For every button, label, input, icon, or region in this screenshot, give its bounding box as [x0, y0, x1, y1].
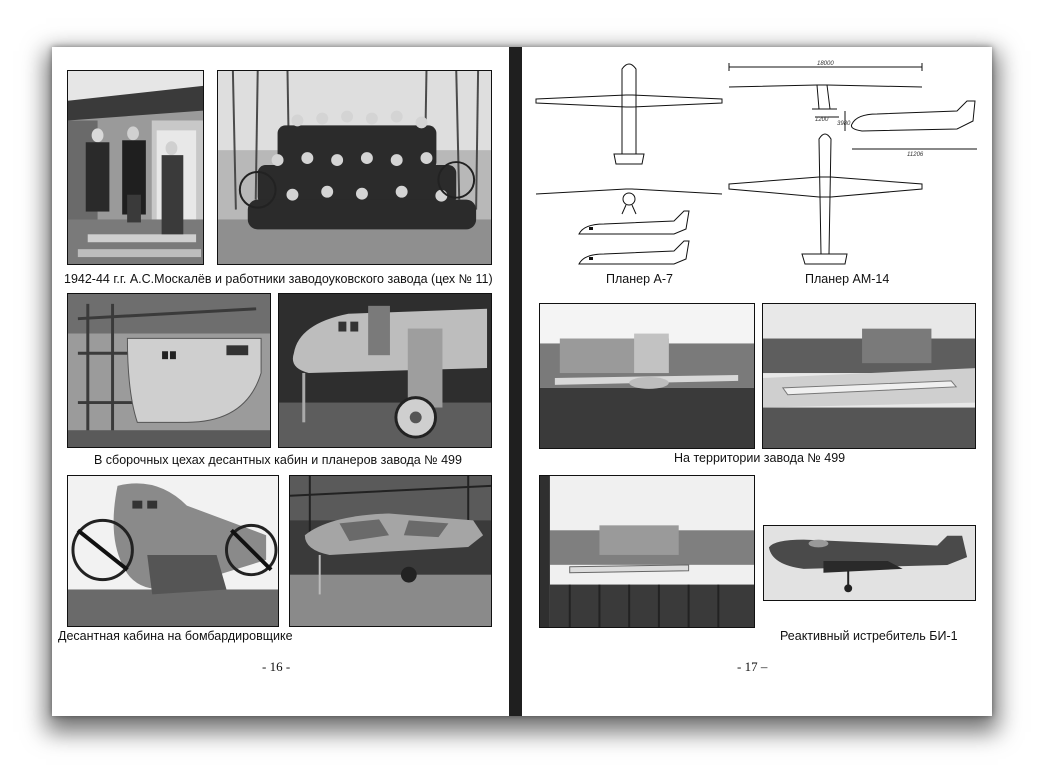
photo-workers-doorway [67, 70, 204, 265]
photo-glider-fuselage-wheel [278, 293, 492, 448]
drawing-glider-a7 [534, 59, 724, 269]
photo-factory-territory-2 [762, 303, 976, 449]
caption-glider-am14: Планер АМ-14 [805, 272, 890, 286]
left-page [52, 47, 509, 716]
svg-text:3980: 3980 [837, 121, 851, 127]
svg-text:18000: 18000 [817, 61, 834, 67]
photo-factory-territory-1 [539, 303, 755, 449]
photo-camouflaged-glider [289, 475, 492, 627]
right-page [522, 47, 992, 716]
caption-landing-cabin: Десантная кабина на бомбардировщике [58, 629, 293, 643]
caption-glider-a7: Планер А-7 [606, 272, 673, 286]
page-number-left: - 16 - [262, 659, 291, 674]
photo-assembly-cabin [67, 293, 271, 448]
caption-rocket-fighter: Реактивный истребитель БИ-1 [780, 629, 958, 643]
photo-rocket-fighter-bi1 [763, 525, 976, 601]
page-number-right: - 17 – [737, 659, 768, 674]
drawing-glider-am14 [727, 59, 982, 269]
photo-bomber-landing-cabin [67, 475, 279, 627]
caption-factory-territory: На территории завода № 499 [674, 451, 846, 465]
photo-factory-yard [539, 475, 755, 628]
svg-text:1200: 1200 [815, 117, 829, 123]
svg-text:11206: 11206 [907, 152, 924, 158]
caption-assembly-shops: В сборочных цехах десантных кабин и планеров завода № 499 [94, 453, 462, 467]
photo-group-in-woods [217, 70, 492, 265]
caption-workers: 1942-44 г.г. А.С.Москалёв и работники заводоуковского завода (цех № 11) [64, 272, 493, 286]
book-spread [52, 47, 992, 716]
